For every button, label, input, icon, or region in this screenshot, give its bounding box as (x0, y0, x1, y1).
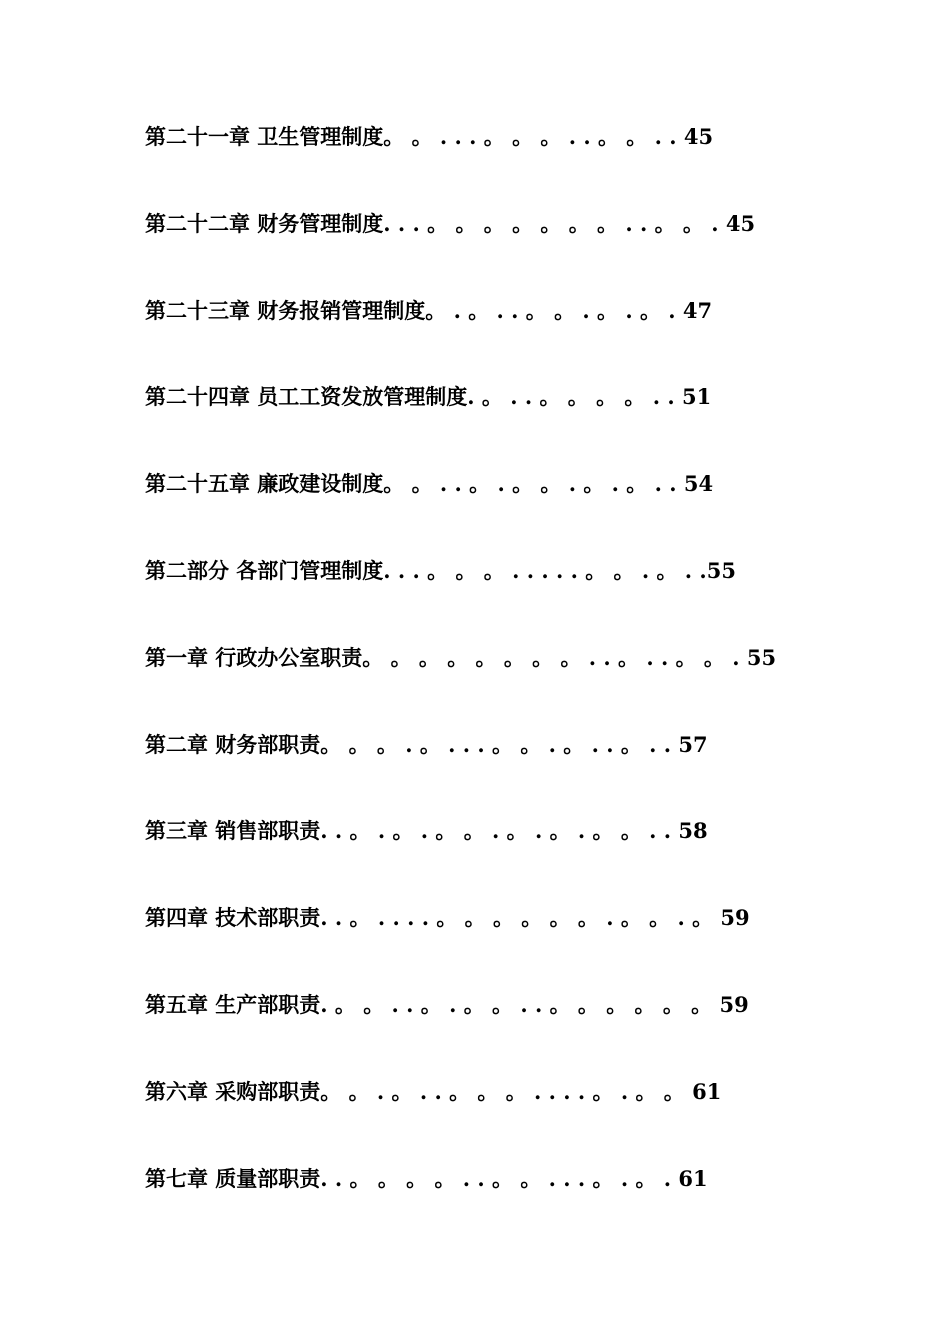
toc-entry-chapter-22[interactable]: 第二十二章 财务管理制度. . . 。 。 。 。 。 。 。 . . 。 。 . 45 (145, 210, 756, 236)
toc-entry-part-2[interactable]: 第二部分 各部门管理制度. . . 。 。 。 . . . . . 。 。 . 。 . .55 (145, 557, 736, 583)
toc-entry-dept-chapter-4[interactable]: 第四章 技术部职责. . 。 . . . . 。 。 。 。 。 。 . 。 。 . 。 59 (145, 905, 750, 931)
toc-entry-dept-chapter-6[interactable]: 第六章 采购部职责。 。 . 。 . . 。 。 。 . . . . 。 . 。 。 61 (145, 1078, 722, 1104)
toc-entry-dept-chapter-3[interactable]: 第三章 销售部职责. . 。 . 。 . 。 。 . 。 . 。 . 。 。 . . 58 (145, 818, 708, 844)
toc-entry-chapter-21[interactable]: 第二十一章 卫生管理制度。 。 . . . 。 。 。 . . 。 。 . . 45 (145, 124, 714, 149)
toc-entry-chapter-23[interactable]: 第二十三章 财务报销管理制度。 . 。 . . 。 。 . 。 . 。 . 47 (145, 297, 713, 323)
toc-entry-chapter-25[interactable]: 第二十五章 廉政建设制度。 。 . . 。 . 。 。 . 。 . 。 . . 54 (145, 471, 714, 497)
toc-entry-dept-chapter-7[interactable]: 第七章 质量部职责. . 。 。 。 。 . . 。 。 . . . 。 . 。 . 61 (145, 1165, 708, 1191)
toc-entry-dept-chapter-2[interactable]: 第二章 财务部职责。 。 。 . 。 . . . 。 。 . 。 . . 。 . . 57 (145, 731, 708, 757)
toc-entry-dept-chapter-1[interactable]: 第一章 行政办公室职责。 。 。 。 。 。 。 。 . . 。 . . 。 。 . 55 (145, 644, 777, 670)
toc-entry-dept-chapter-5[interactable]: 第五章 生产部职责. 。 。 . . 。 . 。 。 . . 。 。 。 。 。 。 59 (145, 991, 749, 1017)
table-of-contents (145, 118, 885, 1246)
toc-entry-chapter-24[interactable]: 第二十四章 员工工资发放管理制度. 。 . . 。 。 。 。 . . 51 (145, 384, 712, 410)
